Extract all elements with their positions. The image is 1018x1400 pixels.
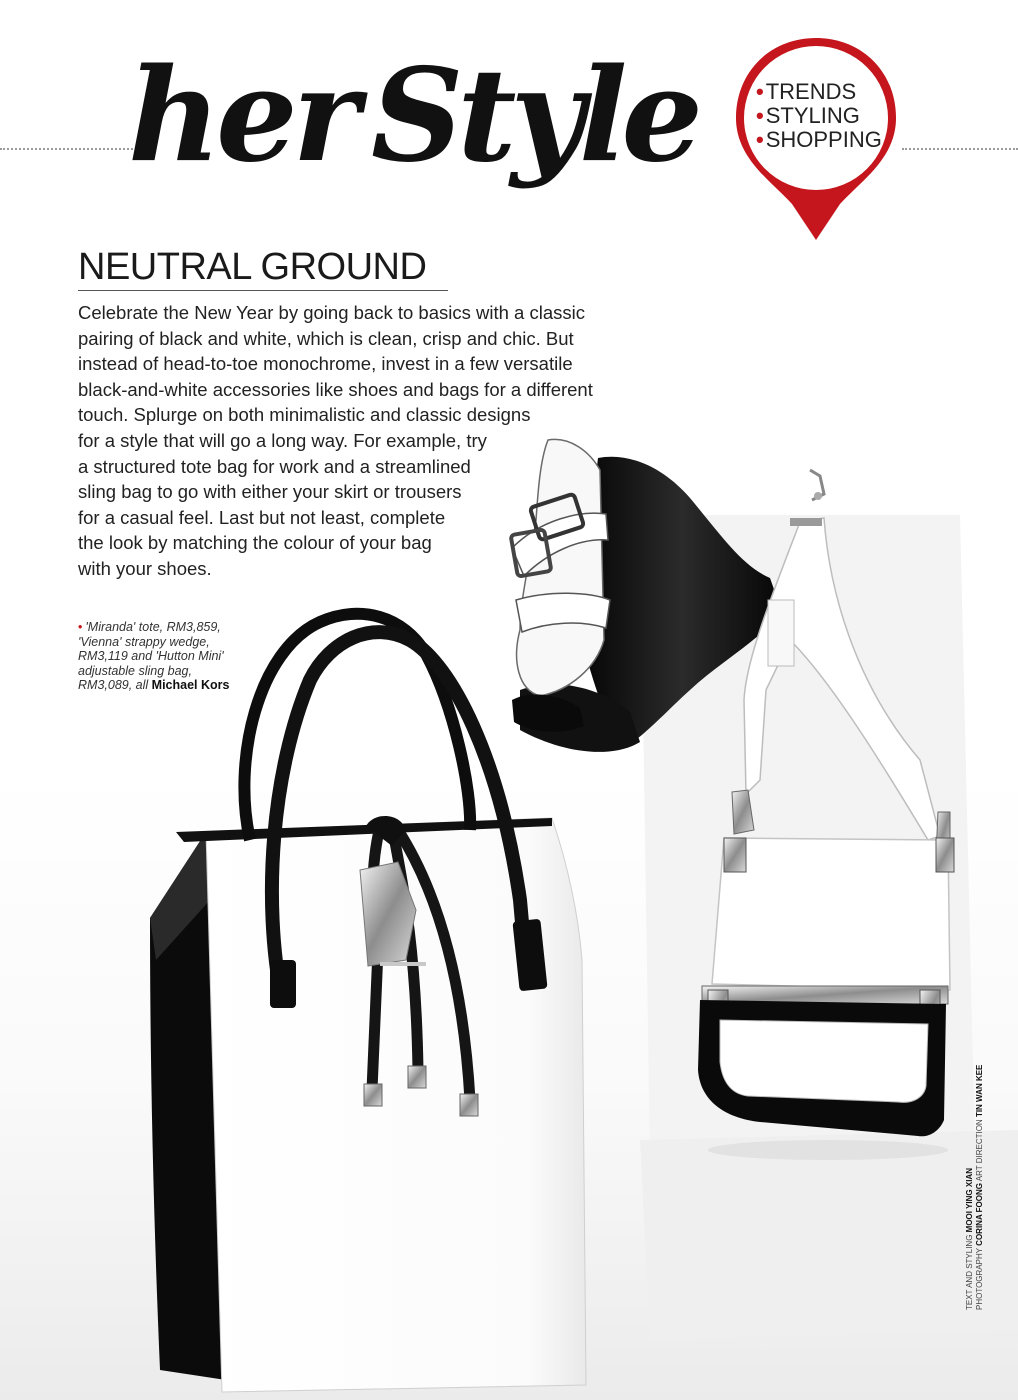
- masthead-title: [128, 41, 697, 191]
- body-line: a structured tote bag for work and a streamlined: [78, 455, 471, 477]
- article-headline: NEUTRAL GROUND: [78, 246, 427, 288]
- pedestal-base: [640, 1130, 1018, 1340]
- photo-credits: [965, 970, 985, 1310]
- tote-bag: [150, 614, 586, 1392]
- pin-topic-item: •TRENDS: [756, 79, 857, 104]
- body-line: the look by matching the colour of your bag: [78, 532, 432, 554]
- caption-line: 'Vienna' strappy wedge,: [78, 634, 210, 649]
- body-line: Celebrate the New Year by going back to basics with a classic: [78, 302, 585, 323]
- body-line: instead of head-to-toe monochrome, invest in a few versatile: [78, 353, 573, 375]
- article-body: [78, 300, 658, 582]
- bullet-icon: •: [78, 620, 83, 634]
- caption-line: RM3,119 and 'Hutton Mini': [78, 649, 224, 663]
- credit-line: TEXT AND STYLING MOOI YING XIAN: [965, 1168, 974, 1310]
- pin-topic-item: •STYLING: [756, 103, 860, 128]
- body-line: sling bag to go with either your skirt or trousers: [78, 481, 462, 503]
- masthead-style: Style: [370, 41, 697, 191]
- caption-brand: Michael Kors: [151, 678, 230, 692]
- credit-line: PHOTOGRAPHY CORINA FOONG ART DIRECTION TIN WAN KEE: [975, 1064, 984, 1310]
- body-line: for a casual feel. Last but not least, complete: [78, 506, 446, 528]
- pin-topics-list: [756, 80, 896, 152]
- body-line: with your shoes.: [78, 557, 212, 579]
- pin-topic-item: •SHOPPING: [756, 127, 882, 152]
- body-line: touch. Splurge on both minimalistic and classic designs: [78, 404, 531, 426]
- caption-line: RM3,089, all Michael Kors: [78, 678, 230, 692]
- body-line: for a style that will go a long way. For example, try: [78, 429, 487, 451]
- headline-underline: [78, 290, 448, 291]
- caption-line: • 'Miranda' tote, RM3,859,: [78, 620, 221, 634]
- dotted-rule-left: [0, 148, 140, 150]
- body-line: black-and-white accessories like shoes and bags for a different: [78, 378, 593, 400]
- body-line: pairing of black and white, which is clean, crisp and chic. But: [78, 327, 574, 349]
- caption-line: adjustable sling bag,: [78, 663, 192, 678]
- product-caption: [78, 620, 278, 693]
- masthead-her: her: [128, 41, 355, 191]
- dotted-rule-right: [902, 148, 1018, 150]
